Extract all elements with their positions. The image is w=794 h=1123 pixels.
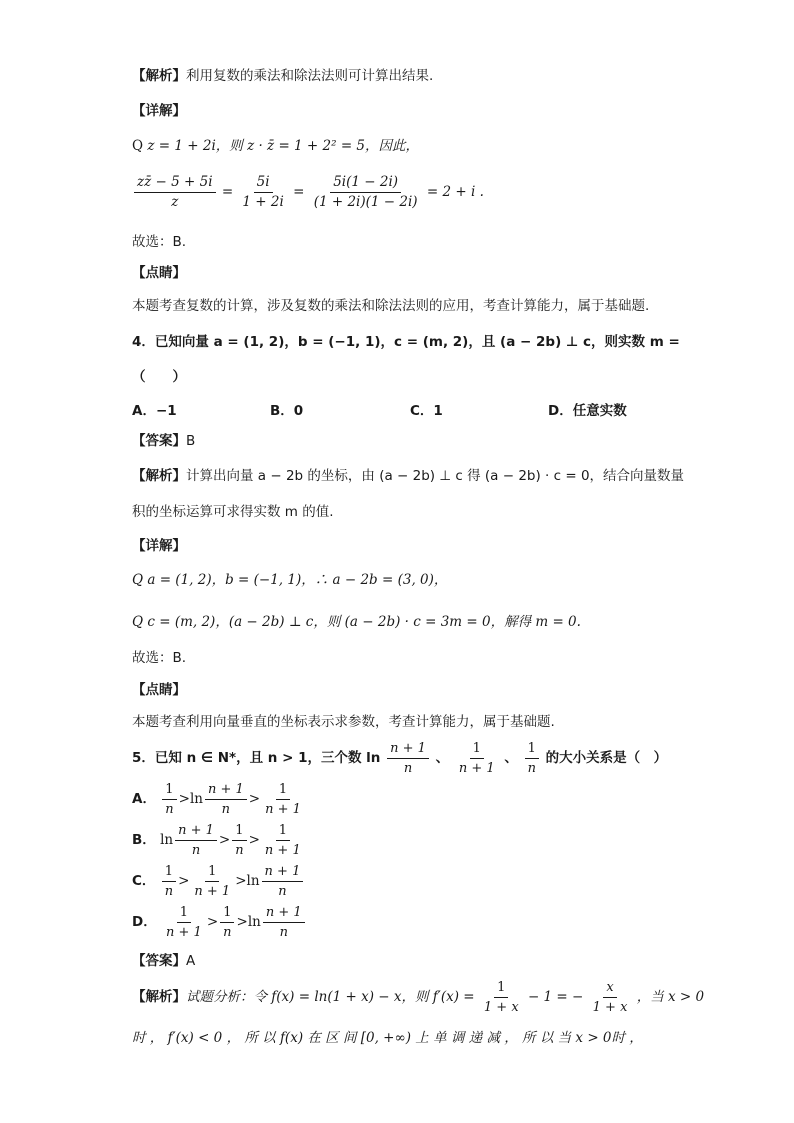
q5-option-c: C． $\frac{1}{n}$ > $\frac{1}{n + 1}$ >ln $\frac{n + 1}{n}$ bbox=[132, 862, 305, 900]
q4-detail-line-2: Q c = (m, 2)，(a − 2b) ⊥ c，则 (a − 2b) · c = 3m = 0，解得 m = 0. bbox=[132, 614, 581, 630]
q4-analysis-text-1: 计算出向量 a − 2b 的坐标，由 (a − 2b) ⊥ c 得 (a − 2b) · c = 0，结合向量数量 bbox=[186, 468, 685, 484]
q5-frac-inv-n1: $\frac{1}{n + 1}$ bbox=[458, 740, 495, 776]
q5-stem-tail: 的大小关系是（ ） bbox=[545, 750, 668, 766]
prev-detail-result: = 2 + i . bbox=[426, 184, 484, 200]
analysis-tag: 【解析】 bbox=[132, 68, 186, 84]
q4-analysis-line-2: 积的坐标运算可求得实数 m 的值. bbox=[132, 504, 334, 520]
q5-frac-ln: $\frac{n + 1}{n}$ bbox=[387, 740, 429, 777]
q4-comment-tag: 【点睛】 bbox=[132, 682, 186, 698]
q5-analysis-lead: 试题分析：令 f(x) = ln(1 + x) − x，则 f′(x) = bbox=[186, 989, 475, 1005]
q4-paren: （ ） bbox=[132, 369, 186, 385]
prev-analysis-line bbox=[132, 66, 433, 86]
analysis-tag: 【解析】 bbox=[132, 468, 186, 484]
q5-option-b: B． ln $\frac{n + 1}{n}$ > $\frac{1}{n}$ > $\frac{1}{n + 1}$ bbox=[132, 822, 301, 858]
q5-stem bbox=[132, 738, 667, 778]
prev-comment-tag: 【点睛】 bbox=[132, 265, 186, 281]
q4-answer-value: B bbox=[186, 433, 196, 449]
q4-detail-line-1: Q a = (1, 2)，b = (−1, 1)，∴ a − 2b = (3, 0)， bbox=[132, 572, 448, 588]
prev-analysis-text: 利用复数的乘法和除法法则可计算出结果. bbox=[186, 68, 434, 84]
because-symbol: Q bbox=[132, 138, 144, 154]
q5-frac-inv-n: $\frac{1}{n}$ bbox=[525, 740, 539, 777]
q5-analysis-mid: − 1 = − bbox=[527, 989, 584, 1005]
q5-analysis-line-2: 时 ， f′(x) < 0 ， 所 以 f(x) 在 区 间 [0, +∞) 上 单 调 递 减 ， 所 以 当 x > 0时 ， bbox=[132, 1030, 643, 1046]
q4-option-d: D．任意实数 bbox=[548, 403, 627, 419]
prev-choice: 故选：B. bbox=[132, 234, 187, 250]
q4-analysis-line-1 bbox=[132, 466, 684, 486]
q5-answer-value: A bbox=[186, 953, 196, 969]
q4-option-a: A．−1 bbox=[132, 403, 177, 419]
q5-frac-derivative: $\frac{1}{1 + x}$ bbox=[483, 979, 519, 1015]
q5-option-d: D． $\frac{1}{n + 1}$ > $\frac{1}{n}$ >ln $\frac{n + 1}{n}$ bbox=[132, 903, 307, 941]
prev-detail-tag: 【详解】 bbox=[132, 103, 186, 119]
answer-tag: 【答案】 bbox=[132, 433, 186, 449]
q4-comment-text: 本题考查利用向量垂直的坐标表示求参数，考查计算能力，属于基础题. bbox=[132, 714, 555, 730]
prev-detail-formula-1: z = 1 + 2i，则 z · z̄ = 1 + 2² = 5，因此， bbox=[147, 138, 420, 154]
q4-detail-tag: 【详解】 bbox=[132, 538, 186, 554]
q4-option-b: B．0 bbox=[270, 403, 304, 419]
fraction-lhs: $\frac{zz̄ - 5 + 5i}{z}$ bbox=[134, 174, 216, 211]
q4-stem: 4．已知向量 a = (1, 2)，b = (−1, 1)，c = (m, 2)，且 (a − 2b) ⊥ c，则实数 m = bbox=[132, 334, 680, 350]
answer-tag: 【答案】 bbox=[132, 953, 186, 969]
q5-analysis-line-1 bbox=[132, 978, 704, 1016]
q5-answer-line bbox=[132, 951, 195, 971]
prev-detail-line-1 bbox=[132, 136, 419, 156]
fraction-expanded: $\frac{5i(1 - 2i)}{(1 + 2i)(1 - 2i)}$ bbox=[313, 173, 418, 210]
prev-comment-text: 本题考查复数的计算，涉及复数的乘法和除法法则的应用，考查计算能力，属于基础题. bbox=[132, 298, 650, 314]
prev-detail-line-2: $\frac{zz̄ - 5 + 5i}{z}$ = $\frac{5i}{1 + 2i}$ = $\frac{5i(1 - 2i)}{(1 + 2i)(1 - 2i)}$ = 2 + i . bbox=[132, 172, 484, 212]
q4-answer-line bbox=[132, 431, 195, 451]
q5-sep-1: 、 bbox=[435, 750, 450, 766]
analysis-tag: 【解析】 bbox=[132, 989, 186, 1005]
q5-frac-simplified: $\frac{x}{1 + x}$ bbox=[592, 979, 628, 1015]
q4-option-c: C．1 bbox=[410, 403, 443, 419]
q5-stem-lead: 5．已知 n ∈ N*，且 n > 1，三个数 ln bbox=[132, 750, 381, 766]
fraction-mid: $\frac{5i}{1 + 2i}$ bbox=[242, 173, 284, 210]
q5-option-a: A． $\frac{1}{n}$ >ln $\frac{n + 1}{n}$ > $\frac{1}{n + 1}$ bbox=[132, 781, 301, 817]
q5-analysis-tail: ，当 x > 0 bbox=[636, 989, 705, 1005]
q5-sep-2: 、 bbox=[504, 750, 518, 766]
q4-choice: 故选：B. bbox=[132, 650, 187, 666]
